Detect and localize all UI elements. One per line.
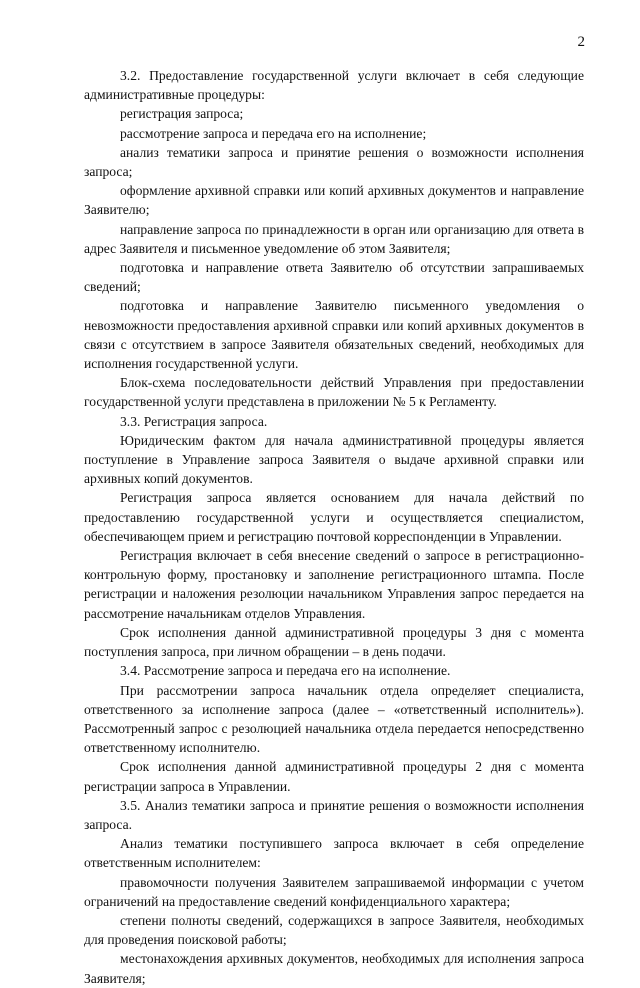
paragraph: правомочности получения Заявителем запрашиваемой информации с учетом ограничений на предоставление сведений конфиденциального характера;: [84, 874, 584, 909]
page-number: 2: [577, 34, 585, 50]
paragraph: Срок исполнения данной административной процедуры 3 дня с момента поступления запроса, при личном обращении – в день подачи.: [84, 624, 584, 660]
section-heading: 3.4. Рассмотрение запроса и передача его на исполнение.: [120, 663, 451, 679]
paragraph: Юридическим фактом для начала административной процедуры является поступление в Управление запроса Заявителя о выдаче архивной справки или архивных копий документов.: [84, 432, 584, 487]
paragraph: местонахождения архивных документов, необходимых для исполнения запроса Заявителя;: [84, 951, 584, 986]
paragraph: степени полноты сведений, содержащихся в запросе Заявителя, необходимых для проведения поисковой работы;: [84, 912, 584, 948]
paragraph: направление запроса по принадлежности в орган или организацию для ответа в адрес Заявителя и письменное уведомление об этом Заявителя;: [84, 221, 584, 256]
paragraph: 3.2. Предоставление государственной услуги включает в себя следующие административные процедуры:: [84, 68, 584, 103]
paragraph: регистрация запроса;: [120, 106, 244, 122]
paragraph: подготовка и направление ответа Заявителю об отсутствии запрашиваемых сведений;: [84, 260, 584, 295]
paragraph: Срок исполнения данной административной процедуры 2 дня с момента регистрации запроса в Управлении.: [84, 759, 584, 794]
paragraph: рассмотрение запроса и передача его на исполнение;: [120, 125, 427, 141]
section-heading: 3.3. Регистрация запроса.: [120, 413, 268, 429]
paragraph: Регистрация включает в себя внесение сведений о запросе в регистрационно-контрольную форму, простановку и заполнение регистрационного штампа. После регистрации и наложения резолюции начальником Управления запрос передается на рассмотрение начальникам отделов Управления.: [84, 548, 584, 621]
paragraph: анализ тематики запроса и принятие решения о возможности исполнения запроса;: [84, 144, 584, 180]
paragraph: Блок-схема последовательности действий Управления при предоставлении государственной услуги представлена в приложении № 5 к Регламенту.: [84, 375, 584, 410]
paragraph: Анализ тематики поступившего запроса включает в себя определение ответственным исполнителем:: [84, 836, 584, 871]
paragraph: Регистрация запроса является основанием для начала действий по предоставлению государственной услуги и осуществляется специалистом, обеспечивающем прием и регистрацию почтовой корреспонденции в Управлении.: [84, 490, 584, 544]
document-body: [84, 66, 584, 988]
section-heading: 3.5. Анализ тематики запроса и принятие решения о возможности исполнения запроса.: [84, 797, 584, 832]
paragraph: подготовка и направление Заявителю письменного уведомления о невозможности предоставления архивной справки или копий архивных документов в связи с отсутствием в запросе Заявителя обязательных сведений, необходимых для исполнения государственной услуги.: [84, 298, 584, 372]
paragraph: При рассмотрении запроса начальник отдела определяет специалиста, ответственного за исполнение запроса (далее – «ответственный исполнитель»). Рассмотренный запрос с резолюцией начальника отдела передается непосредственно ответственному исполнителю.: [84, 682, 584, 756]
paragraph: оформление архивной справки или копий архивных документов и направление Заявителю;: [84, 183, 584, 218]
